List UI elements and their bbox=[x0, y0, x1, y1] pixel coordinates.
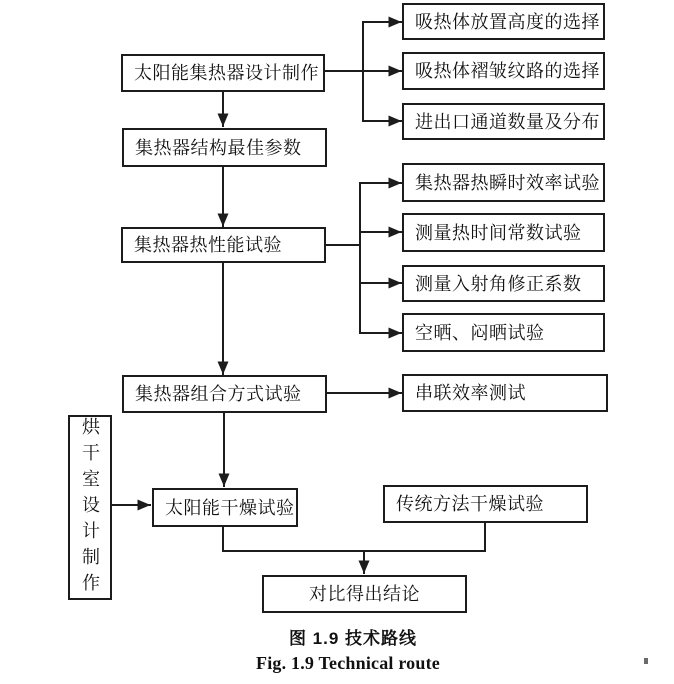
node-inlet-outlet-channels: 进出口通道数量及分布 bbox=[402, 103, 605, 140]
node-exposure-stagnation-test: 空晒、闷晒试验 bbox=[402, 313, 605, 352]
node-solar-collector-design: 太阳能集热器设计制作 bbox=[121, 54, 325, 92]
node-solar-drying-test: 太阳能干燥试验 bbox=[152, 488, 298, 527]
node-thermal-performance-test: 集热器热性能试验 bbox=[121, 227, 326, 263]
node-incidence-angle-coefficient: 测量入射角修正系数 bbox=[402, 265, 605, 302]
node-series-efficiency-test: 串联效率测试 bbox=[402, 374, 608, 412]
node-absorber-height-selection: 吸热体放置高度的选择 bbox=[402, 3, 605, 40]
scan-speck bbox=[644, 658, 648, 664]
node-instant-efficiency-test: 集热器热瞬时效率试验 bbox=[402, 163, 605, 202]
node-traditional-drying-test: 传统方法干燥试验 bbox=[383, 485, 588, 523]
node-drying-room-design: 烘干室设计制作 bbox=[68, 415, 112, 600]
caption-english: Fig. 1.9 Technical route bbox=[256, 653, 440, 673]
node-time-constant-test: 测量热时间常数试验 bbox=[402, 213, 605, 252]
node-structure-best-params: 集热器结构最佳参数 bbox=[122, 128, 327, 167]
node-comparison-conclusion: 对比得出结论 bbox=[262, 575, 467, 613]
node-absorber-fold-selection: 吸热体褶皱纹路的选择 bbox=[402, 52, 605, 90]
caption-chinese: 图 1.9 技术路线 bbox=[288, 629, 418, 648]
node-combination-mode-test: 集热器组合方式试验 bbox=[122, 375, 327, 413]
